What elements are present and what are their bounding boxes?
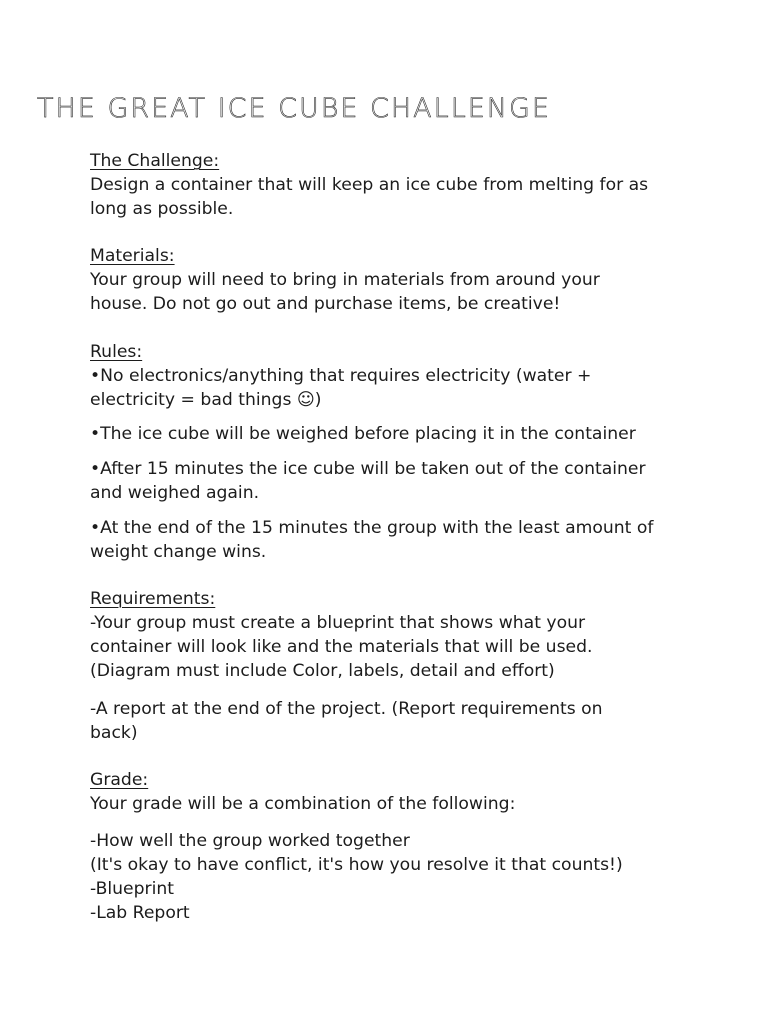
challenge-text-line: Design a container that will keep an ice cube from melting for as [90,175,649,195]
requirement-item: -Your group must create a blueprint that shows what your [90,613,586,633]
rules-section [90,340,690,412]
requirement-item: (Diagram must include Color, labels, detail and effort) [90,661,555,681]
grade-intro: Your grade will be a combination of the following: [90,794,516,814]
rules-item-2 [90,422,690,446]
rules-item-4 [90,516,690,564]
page-title: THE GREAT ICE CUBE CHALLENGE [37,93,551,124]
rule-item: electricity = bad things ☺) [90,390,322,410]
rule-item: •At the end of the 15 minutes the group with the least amount of [90,518,654,538]
grade-item: -Blueprint [90,879,175,899]
requirements-section [90,587,690,683]
materials-heading: Materials: [90,246,175,266]
grade-item-note: (It's okay to have conflict, it's how you resolve it that counts!) [90,855,623,875]
rule-item: •After 15 minutes the ice cube will be taken out of the container [90,459,646,479]
challenge-text-line: long as possible. [90,199,234,219]
materials-text-line: house. Do not go out and purchase items, be creative! [90,294,561,314]
rule-item: •No electronics/anything that requires electricity (water + [90,366,592,386]
requirement-item: back) [90,723,138,743]
rules-heading: Rules: [90,342,143,362]
rule-item: •The ice cube will be weighed before placing it in the container [90,424,636,444]
materials-text-line: Your group will need to bring in materials from around your [90,270,600,290]
rule-item: weight change wins. [90,542,267,562]
grade-section [90,768,690,816]
grade-list [90,829,690,925]
document-body [90,0,690,1024]
rules-item-3 [90,457,690,505]
requirement-item: container will look like and the materials that will be used. [90,637,593,657]
grade-heading: Grade: [90,770,149,790]
requirements-heading: Requirements: [90,589,216,609]
rule-item: and weighed again. [90,483,260,503]
requirement-item: -A report at the end of the project. (Report requirements on [90,699,603,719]
requirements-item-2 [90,697,690,745]
grade-item: -How well the group worked together [90,831,410,851]
challenge-heading: The Challenge: [90,151,220,171]
materials-section [90,244,690,316]
grade-item: -Lab Report [90,903,190,923]
challenge-section [90,149,690,221]
